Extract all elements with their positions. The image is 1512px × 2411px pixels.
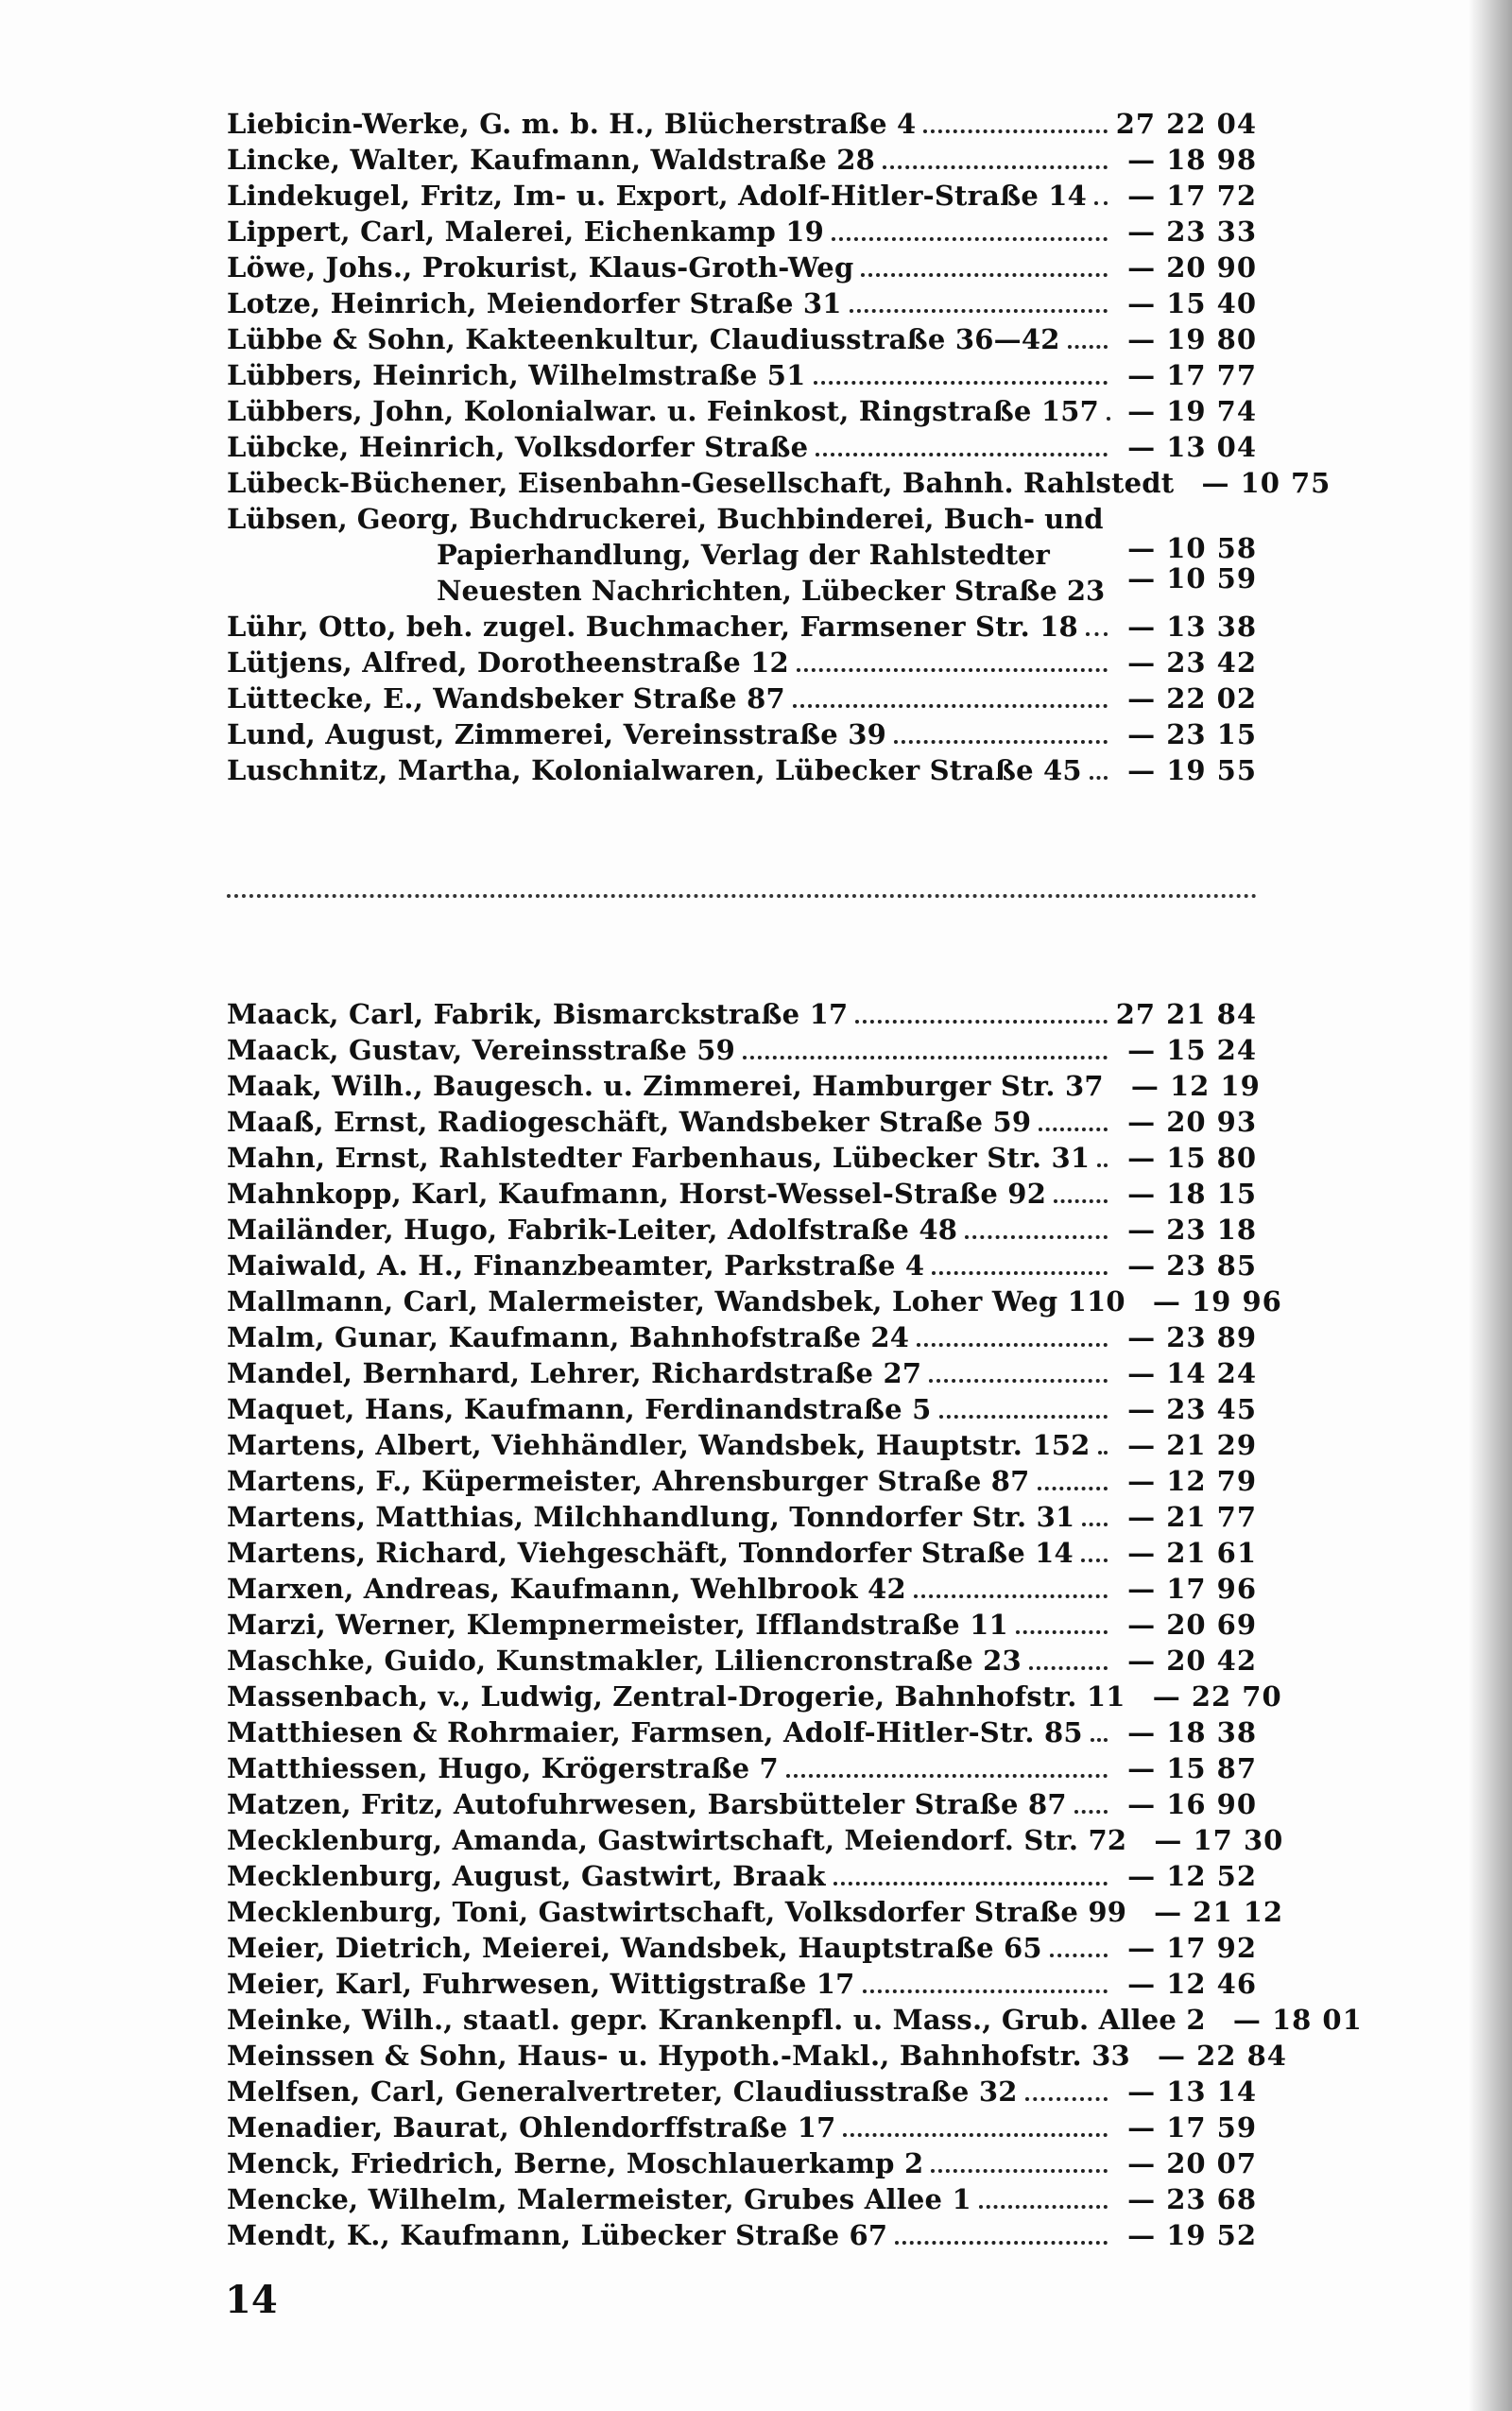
entry-text: Lübcke, Heinrich, Volksdorfer Straße: [227, 431, 809, 463]
entry-text: Mencke, Wilhelm, Malermeister, Grubes Allee 1: [227, 2183, 971, 2215]
multiline-line-2: Papierhandlung, Verlag der Rahlstedter: [437, 539, 1050, 571]
entry-text: Maiwald, A. H., Finanzbeamter, Parkstraße 4: [227, 1249, 925, 1282]
phone-number: — 17 96: [1127, 1573, 1257, 1605]
dot-leader: [1097, 1163, 1108, 1167]
list-item: [227, 1032, 1257, 1068]
list-item: [227, 1822, 1284, 1858]
phone-number: — 10 75: [1201, 467, 1332, 499]
dot-leader: [1098, 1451, 1108, 1455]
dot-leader: [895, 2241, 1108, 2245]
list-item: [227, 357, 1257, 393]
phone-number: — 15 24: [1127, 1034, 1257, 1066]
list-item: [227, 1679, 1282, 1714]
dot-leader: [917, 1343, 1108, 1347]
dot-leader: [1038, 1487, 1108, 1490]
dot-leader: [832, 237, 1108, 241]
phone-number: — 10 58: [1127, 532, 1257, 564]
phone-number: — 20 93: [1127, 1106, 1257, 1138]
list-item: [227, 1858, 1257, 1894]
dot-leader: [743, 1056, 1108, 1059]
list-item: [227, 393, 1257, 429]
entry-text: Matthiessen, Hugo, Krögerstraße 7: [227, 1752, 779, 1784]
section-separator: [227, 894, 1257, 898]
entry-text: Menadier, Baurat, Ohlendorffstraße 17: [227, 2111, 836, 2144]
phone-number: — 19 55: [1127, 754, 1257, 786]
phone-number: — 23 42: [1127, 646, 1257, 679]
phone-number: — 20 42: [1127, 1645, 1257, 1677]
entry-text: Meier, Karl, Fuhrwesen, Wittigstraße 17: [227, 1968, 855, 2000]
entry-text: Maack, Gustav, Vereinsstraße 59: [227, 1034, 736, 1066]
entry-text: Menck, Friedrich, Berne, Moschlauerkamp 2: [227, 2147, 924, 2179]
entry-list-l-continued: [227, 609, 1257, 788]
list-item: [227, 1643, 1257, 1679]
phone-number: — 19 96: [1152, 1285, 1282, 1317]
entry-text: Melfsen, Carl, Generalvertreter, Claudiusstraße 32: [227, 2075, 1018, 2108]
phone-number: 27 22 04: [1115, 108, 1257, 140]
phone-number: — 20 90: [1127, 251, 1257, 284]
list-item: [227, 2038, 1287, 2074]
list-item: [227, 285, 1257, 321]
entry-text: Mecklenburg, August, Gastwirt, Braak: [227, 1860, 826, 1892]
list-item: [227, 106, 1257, 142]
entry-text: Meinke, Wilh., staatl. gepr. Krankenpfl. u. Mass., Grub. Allee 2: [227, 2004, 1206, 2036]
entry-text: Lincke, Walter, Kaufmann, Waldstraße 28: [227, 144, 876, 176]
phone-number: — 17 77: [1127, 359, 1257, 391]
list-item: [227, 1930, 1257, 1966]
multiline-text: [227, 501, 1105, 609]
list-item: [227, 1786, 1257, 1822]
entry-text: Matthiesen & Rohrmaier, Farmsen, Adolf-Hitler-Str. 85: [227, 1716, 1083, 1748]
dot-leader: [1029, 1666, 1108, 1670]
phone-number: — 20 69: [1127, 1609, 1257, 1641]
page-edge-shadow: [1469, 0, 1512, 2411]
entry-text: Malm, Gunar, Kaufmann, Bahnhofstraße 24: [227, 1321, 910, 1353]
phone-number: — 18 01: [1232, 2004, 1363, 2036]
entry-text: Meinssen & Sohn, Haus- u. Hypoth.-Makl., Bahnhofstr. 33: [227, 2040, 1130, 2072]
phone-number: — 18 15: [1127, 1178, 1257, 1210]
list-item: [227, 1140, 1257, 1176]
dot-leader: [833, 1882, 1108, 1886]
dot-leader: [814, 381, 1108, 385]
entry-text: Lütjens, Alfred, Dorotheenstraße 12: [227, 646, 789, 679]
entries-block-l: [227, 106, 1332, 788]
list-item: [227, 609, 1257, 645]
dot-leader: [850, 309, 1108, 313]
list-item: [227, 1391, 1257, 1427]
list-item: [227, 645, 1257, 680]
list-item: [227, 178, 1257, 214]
dot-leader: [1039, 1128, 1108, 1131]
dot-leader: [1107, 417, 1108, 421]
entry-text: Marxen, Andreas, Kaufmann, Wehlbrook 42: [227, 1573, 906, 1605]
entries-block-m: [227, 996, 1363, 2253]
list-item: [227, 1212, 1257, 1248]
phone-number: — 21 77: [1127, 1501, 1257, 1533]
list-item: [227, 752, 1257, 788]
phone-number: — 22 02: [1127, 682, 1257, 715]
dot-leader: [1082, 1523, 1108, 1526]
phone-number: — 16 90: [1127, 1788, 1257, 1820]
phone-number: — 22 70: [1152, 1680, 1282, 1713]
entry-list-l: [227, 106, 1332, 501]
entry-text: Martens, Richard, Viehgeschäft, Tonndorfer Straße 14: [227, 1537, 1074, 1569]
phone-number: — 14 24: [1127, 1357, 1257, 1389]
entry-text: Mecklenburg, Amanda, Gastwirtschaft, Meiendorf. Str. 72: [227, 1824, 1127, 1856]
list-item: [227, 1355, 1257, 1391]
entry-text: Lotze, Heinrich, Meiendorfer Straße 31: [227, 287, 842, 319]
phone-number: — 23 33: [1127, 215, 1257, 248]
dot-leader: [914, 1594, 1108, 1598]
phone-number: — 17 59: [1127, 2111, 1257, 2144]
list-item: [227, 716, 1257, 752]
list-item: [227, 2074, 1257, 2110]
phone-number: — 18 98: [1127, 144, 1257, 176]
multiline-line-1: Lübsen, Georg, Buchdruckerei, Buchbinderei, Buch- und: [227, 503, 1104, 535]
list-item: [227, 1607, 1257, 1643]
phone-number: — 13 14: [1127, 2075, 1257, 2108]
dot-leader: [843, 2133, 1108, 2137]
list-item: [227, 142, 1257, 178]
phone-number: — 13 38: [1127, 611, 1257, 643]
dot-leader: [861, 273, 1108, 277]
list-item: [227, 1894, 1284, 1930]
entry-text: Mailänder, Hugo, Fabrik-Leiter, Adolfstraße 48: [227, 1214, 958, 1246]
list-item: [227, 2145, 1257, 2181]
phone-number: — 17 92: [1127, 1932, 1257, 1964]
list-item-multiline: [227, 501, 1257, 609]
entry-text: Luschnitz, Martha, Kolonialwaren, Lübecker Straße 45: [227, 754, 1082, 786]
list-item: [227, 996, 1257, 1032]
dot-leader: [1086, 632, 1108, 636]
dot-leader: [863, 1989, 1108, 1993]
entry-text: Löwe, Johs., Prokurist, Klaus-Groth-Weg: [227, 251, 854, 284]
entry-text: Mandel, Bernhard, Lehrer, Richardstraße 27: [227, 1357, 922, 1389]
phone-number: — 17 30: [1154, 1824, 1284, 1856]
dot-leader: [979, 2205, 1108, 2209]
entry-text: Lübbers, Heinrich, Wilhelmstraße 51: [227, 359, 806, 391]
phone-number: — 10 59: [1127, 562, 1257, 594]
list-item: [227, 2181, 1257, 2217]
phone-number: — 21 29: [1127, 1429, 1257, 1461]
list-item: [227, 250, 1257, 285]
entry-text: Maak, Wilh., Baugesch. u. Zimmerei, Hamburger Str. 37: [227, 1070, 1104, 1102]
phone-number: — 23 45: [1127, 1393, 1257, 1425]
list-item: [227, 1499, 1257, 1535]
multiline-line-3: Neuesten Nachrichten, Lübecker Straße 23: [437, 575, 1106, 607]
dot-leader: [1081, 1559, 1108, 1562]
phone-number: — 21 61: [1127, 1537, 1257, 1569]
entry-text: Mahnkopp, Karl, Kaufmann, Horst-Wessel-Straße 92: [227, 1178, 1047, 1210]
dot-leader: [1094, 201, 1108, 205]
list-item: [227, 1535, 1257, 1571]
list-item: [227, 2002, 1363, 2038]
dot-leader: [929, 1379, 1108, 1383]
entry-text: Martens, Albert, Viehhändler, Wandsbek, Hauptstr. 152: [227, 1429, 1091, 1461]
entry-text: Lund, August, Zimmerei, Vereinsstraße 39: [227, 718, 887, 750]
dot-leader: [1050, 1954, 1108, 1957]
dot-leader: [797, 668, 1108, 672]
list-item: [227, 1571, 1257, 1607]
list-item: [227, 429, 1257, 465]
phone-number: — 15 40: [1127, 287, 1257, 319]
list-item: [227, 1714, 1257, 1750]
phone-number: — 12 19: [1130, 1070, 1261, 1102]
list-item: [227, 321, 1257, 357]
list-item: [227, 1427, 1257, 1463]
list-item: [227, 1176, 1257, 1212]
multiline-phones: [1105, 501, 1257, 609]
entry-text: Meier, Dietrich, Meierei, Wandsbek, Hauptstraße 65: [227, 1932, 1042, 1964]
entry-text: Maack, Carl, Fabrik, Bismarckstraße 17: [227, 998, 849, 1030]
phone-number: — 20 07: [1127, 2147, 1257, 2179]
list-item: [227, 2217, 1257, 2253]
entry-text: Lindekugel, Fritz, Im- u. Export, Adolf-Hitler-Straße 14: [227, 180, 1088, 212]
entry-text: Mahn, Ernst, Rahlstedter Farbenhaus, Lübecker Str. 31: [227, 1142, 1091, 1174]
list-item: [227, 1966, 1257, 2002]
list-item: [227, 1248, 1257, 1283]
entry-text: Liebicin-Werke, G. m. b. H., Blücherstraße 4: [227, 108, 917, 140]
entry-text: Martens, Matthias, Milchhandlung, Tonndorfer Str. 31: [227, 1501, 1075, 1533]
dot-leader: [965, 1235, 1108, 1239]
phone-number: — 12 52: [1127, 1860, 1257, 1892]
dot-leader: [1090, 776, 1108, 780]
phone-number: — 21 12: [1154, 1896, 1284, 1928]
page-number: 14: [225, 2278, 278, 2322]
dot-leader: [786, 1774, 1108, 1778]
phone-number: — 19 74: [1127, 395, 1257, 427]
phone-number: 27 21 84: [1115, 998, 1257, 1030]
entry-text: Mecklenburg, Toni, Gastwirtschaft, Volksdorfer Straße 99: [227, 1896, 1127, 1928]
entry-text: Lippert, Carl, Malerei, Eichenkamp 19: [227, 215, 825, 248]
entry-text: Mallmann, Carl, Malermeister, Wandsbek, Loher Weg 110: [227, 1285, 1125, 1317]
phone-number: — 18 38: [1127, 1716, 1257, 1748]
entry-list-m: [227, 996, 1363, 2253]
dot-leader: [855, 1020, 1108, 1024]
phone-number: — 23 89: [1127, 1321, 1257, 1353]
list-item: [227, 680, 1257, 716]
dot-leader: [931, 2169, 1108, 2173]
list-item: [227, 2110, 1257, 2145]
list-item: [227, 1068, 1261, 1104]
dot-leader: [1091, 1738, 1108, 1742]
list-item: [227, 1463, 1257, 1499]
phone-number: — 12 79: [1127, 1465, 1257, 1497]
phone-number: — 17 72: [1127, 180, 1257, 212]
list-item: [227, 1283, 1282, 1319]
list-item: [227, 1750, 1257, 1786]
phone-number: — 19 52: [1127, 2219, 1257, 2251]
list-item: [227, 1319, 1257, 1355]
entry-text: Mendt, K., Kaufmann, Lübecker Straße 67: [227, 2219, 888, 2251]
list-item: [227, 465, 1332, 501]
entry-text: Lübbers, John, Kolonialwar. u. Feinkost, Ringstraße 157: [227, 395, 1100, 427]
dot-leader: [1016, 1630, 1108, 1634]
dot-leader: [793, 704, 1108, 708]
dot-leader: [883, 165, 1108, 169]
phone-number: — 23 18: [1127, 1214, 1257, 1246]
phone-number: — 13 04: [1127, 431, 1257, 463]
phone-number: — 12 46: [1127, 1968, 1257, 2000]
dot-leader: [923, 129, 1108, 133]
phone-number: — 23 15: [1127, 718, 1257, 750]
dot-leader: [816, 453, 1108, 456]
dot-leader: [1054, 1199, 1108, 1203]
dot-leader: [939, 1415, 1108, 1419]
entry-text: Maaß, Ernst, Radiogeschäft, Wandsbeker Straße 59: [227, 1106, 1032, 1138]
phone-number: — 23 68: [1127, 2183, 1257, 2215]
dot-leader: [1074, 1810, 1108, 1814]
entry-text: Marzi, Werner, Klempnermeister, Ifflandstraße 11: [227, 1609, 1008, 1641]
entry-text: Maquet, Hans, Kaufmann, Ferdinandstraße 5: [227, 1393, 932, 1425]
entry-text: Martens, F., Küpermeister, Ahrensburger Straße 87: [227, 1465, 1030, 1497]
entry-text: Lübbe & Sohn, Kakteenkultur, Claudiusstraße 36—42: [227, 323, 1060, 355]
dot-leader: [894, 740, 1108, 744]
phone-number: — 22 84: [1158, 2040, 1287, 2072]
dot-leader: [932, 1271, 1108, 1275]
phone-number: — 15 80: [1127, 1142, 1257, 1174]
entry-text: Lühr, Otto, beh. zugel. Buchmacher, Farmsener Str. 18: [227, 611, 1078, 643]
entry-text: Maschke, Guido, Kunstmakler, Liliencronstraße 23: [227, 1645, 1022, 1677]
phone-number: — 15 87: [1127, 1752, 1257, 1784]
entry-text: Matzen, Fritz, Autofuhrwesen, Barsbütteler Straße 87: [227, 1788, 1067, 1820]
dot-leader: [1068, 345, 1108, 349]
list-item: [227, 214, 1257, 250]
dot-leader: [1025, 2097, 1108, 2101]
phone-number: — 23 85: [1127, 1249, 1257, 1282]
list-item: [227, 1104, 1257, 1140]
entry-text: Lübeck-Büchener, Eisenbahn-Gesellschaft, Bahnh. Rahlstedt: [227, 467, 1175, 499]
entry-text: Lüttecke, E., Wandsbeker Straße 87: [227, 682, 785, 715]
entry-text: Massenbach, v., Ludwig, Zentral-Drogerie, Bahnhofstr. 11: [227, 1680, 1125, 1713]
phone-number: — 19 80: [1127, 323, 1257, 355]
